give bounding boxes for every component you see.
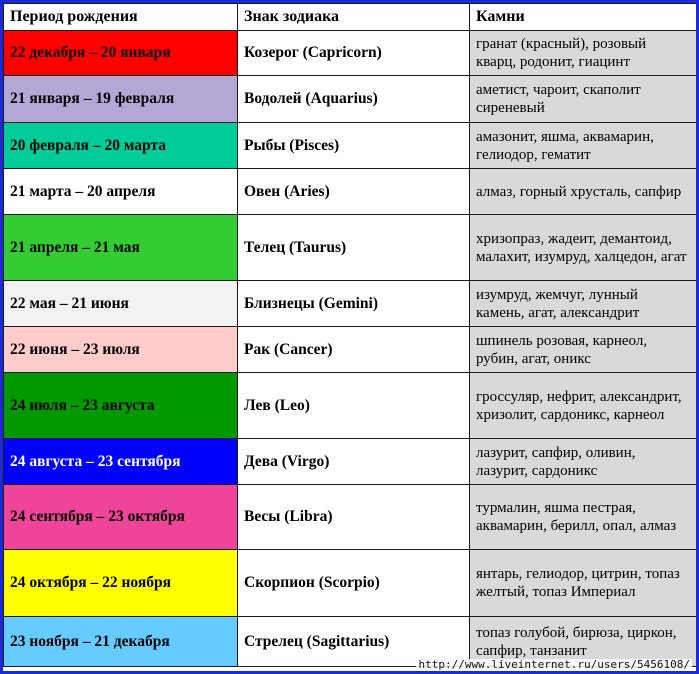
period-cell: 20 февраля – 20 марта xyxy=(4,123,238,169)
table-header-row xyxy=(4,4,697,31)
header-sign: Знак зодиака xyxy=(238,4,470,31)
table-row xyxy=(4,550,697,617)
zodiac-sign-cell: Рак (Cancer) xyxy=(238,327,470,373)
period-cell: 22 мая – 21 июня xyxy=(4,281,238,327)
zodiac-sign-cell: Весы (Libra) xyxy=(238,485,470,550)
zodiac-sign-cell: Козерог (Capricorn) xyxy=(238,31,470,76)
stones-cell: аметист, чароит, скаполит сиреневый xyxy=(470,76,697,123)
stones-cell: гранат (красный), розовый кварц, родонит, гиацинт xyxy=(470,31,697,76)
source-url-watermark: http://www.liveinternet.ru/users/5456108/ xyxy=(418,658,690,671)
table-row xyxy=(4,439,697,485)
stones-cell: алмаз, горный хрусталь, сапфир xyxy=(470,169,697,215)
period-cell: 24 июля – 23 августа xyxy=(4,373,238,439)
table-row xyxy=(4,123,697,169)
stones-cell: янтарь, гелиодор, цитрин, топаз желтый, топаз Империал xyxy=(470,550,697,617)
header-period: Период рождения xyxy=(4,4,238,31)
zodiac-stones-table xyxy=(3,3,697,667)
period-cell: 24 октября – 22 ноября xyxy=(4,550,238,617)
stones-cell: хризопраз, жадеит, демантоид, малахит, изумруд, халцедон, агат xyxy=(470,215,697,281)
stones-cell: шпинель розовая, карнеол, рубин, агат, оникс xyxy=(470,327,697,373)
header-stones: Камни xyxy=(470,4,697,31)
table-row xyxy=(4,373,697,439)
stones-cell: изумруд, жемчуг, лунный камень, агат, александрит xyxy=(470,281,697,327)
stones-cell: турмалин, яшма пестрая, аквамарин, берилл, опал, алмаз xyxy=(470,485,697,550)
zodiac-sign-cell: Водолей (Aquarius) xyxy=(238,76,470,123)
stones-cell: гроссуляр, нефрит, александрит, хризолит, сардоникс, карнеол xyxy=(470,373,697,439)
zodiac-sign-cell: Скорпион (Scorpio) xyxy=(238,550,470,617)
period-cell: 21 января – 19 февраля xyxy=(4,76,238,123)
stones-cell: топаз голубой, бирюза, циркон, сапфир, танзанит xyxy=(470,617,697,667)
table-row xyxy=(4,215,697,281)
zodiac-sign-cell: Близнецы (Gemini) xyxy=(238,281,470,327)
table-row xyxy=(4,31,697,76)
period-cell: 22 декабря – 20 января xyxy=(4,31,238,76)
zodiac-sign-cell: Дева (Virgo) xyxy=(238,439,470,485)
zodiac-sign-cell: Телец (Taurus) xyxy=(238,215,470,281)
period-cell: 22 июня – 23 июля xyxy=(4,327,238,373)
period-cell: 24 сентября – 23 октября xyxy=(4,485,238,550)
period-cell: 23 ноября – 21 декабря xyxy=(4,617,238,667)
period-cell: 21 марта – 20 апреля xyxy=(4,169,238,215)
table-row xyxy=(4,169,697,215)
table-row xyxy=(4,76,697,123)
zodiac-sign-cell: Стрелец (Sagittarius) xyxy=(238,617,470,667)
table-row xyxy=(4,485,697,550)
period-cell: 24 августа – 23 сентября xyxy=(4,439,238,485)
table-row xyxy=(4,327,697,373)
zodiac-sign-cell: Рыбы (Pisces) xyxy=(238,123,470,169)
stones-cell: лазурит, сапфир, оливин, лазурит, сардоникс xyxy=(470,439,697,485)
table-row xyxy=(4,281,697,327)
period-cell: 21 апреля – 21 мая xyxy=(4,215,238,281)
stones-cell: амазонит, яшма, аквамарин, гелиодор, гематит xyxy=(470,123,697,169)
zodiac-sign-cell: Лев (Leo) xyxy=(238,373,470,439)
zodiac-sign-cell: Овен (Aries) xyxy=(238,169,470,215)
